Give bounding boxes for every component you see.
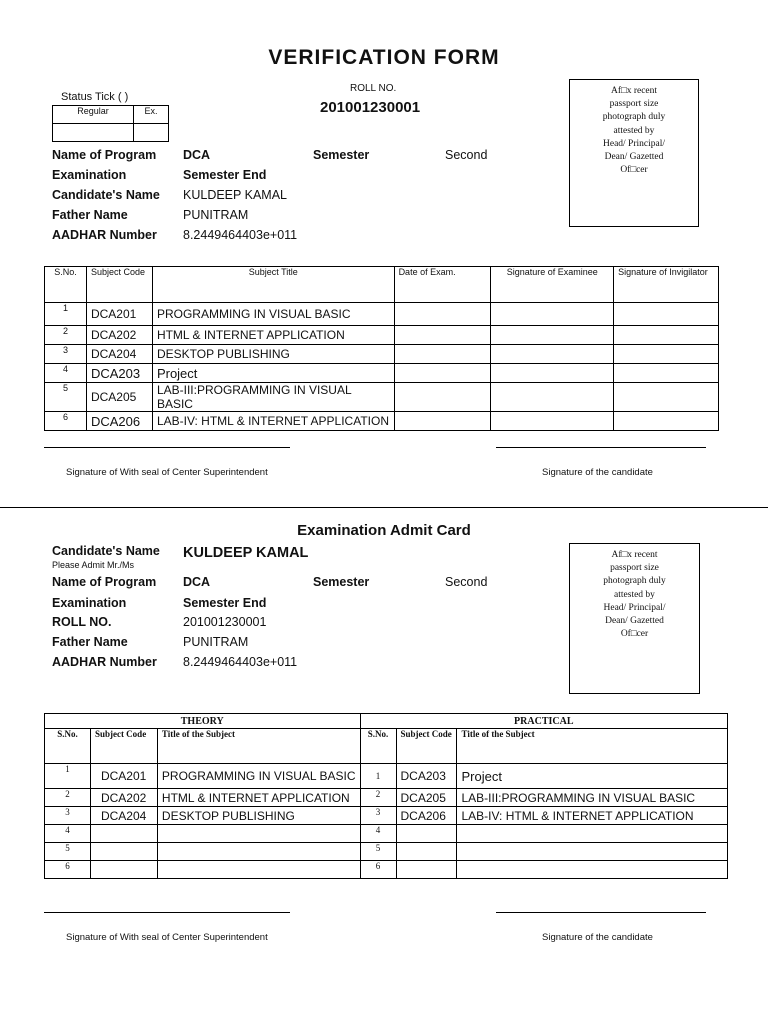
header-subject-code: Subject Code — [86, 267, 152, 303]
table-header-row — [45, 267, 719, 303]
admit-candidate-name: KULDEEP KAMAL — [183, 545, 309, 561]
theory-sno: 5 — [45, 843, 91, 861]
photo-instruction-line: Dean/ Gazetted — [605, 616, 664, 627]
practical-code — [396, 825, 457, 843]
photo-instruction-line: passport size — [609, 99, 659, 110]
table-row — [45, 326, 719, 345]
theory-code — [90, 825, 157, 843]
practical-title: LAB-IV: HTML & INTERNET APPLICATION — [457, 807, 728, 825]
practical-sno: 5 — [360, 843, 396, 861]
table-row — [45, 303, 719, 326]
admit-aadhar-label: AADHAR Number — [52, 655, 157, 669]
practical-header-sno: S.No. — [360, 729, 396, 764]
theory-code: DCA204 — [90, 807, 157, 825]
verification-subject-table — [44, 266, 719, 431]
table-row — [45, 345, 719, 364]
semester-label: Semester — [313, 148, 370, 162]
practical-title — [457, 825, 728, 843]
candidate-name-label: Candidate's Name — [52, 188, 160, 202]
header-signature-invigilator: Signature of Invigilator — [614, 267, 719, 303]
admit-semester-value: Second — [445, 575, 488, 589]
row-date-cell[interactable] — [394, 412, 491, 431]
table-row — [45, 825, 728, 843]
practical-code: DCA205 — [396, 789, 457, 807]
candidate-signature-line[interactable] — [496, 447, 706, 448]
section-divider — [0, 507, 768, 508]
practical-header-title: Title of the Subject — [457, 729, 728, 764]
row-examinee-signature-cell[interactable] — [491, 383, 614, 412]
photo-instruction-line: attested by — [613, 125, 655, 136]
practical-sno: 6 — [360, 861, 396, 879]
program-value: DCA — [183, 148, 211, 162]
verification-title: VERIFICATION FORM — [268, 46, 500, 69]
status-regular-header: Regular — [53, 106, 134, 124]
admit-card-title: Examination Admit Card — [297, 522, 471, 539]
row-invigilator-signature-cell[interactable] — [614, 383, 719, 412]
superintendent-signature-line[interactable] — [44, 447, 290, 448]
header-date-of-exam: Date of Exam. — [394, 267, 491, 303]
table-row — [45, 843, 728, 861]
admit-candidate-label: Candidate's Name — [52, 544, 160, 558]
photo-instruction-line: Head/ Principal/ — [603, 602, 666, 613]
practical-sno: 3 — [360, 807, 396, 825]
theory-title — [157, 843, 360, 861]
row-title: HTML & INTERNET APPLICATION — [152, 326, 394, 345]
row-sno: 3 — [45, 345, 87, 364]
row-invigilator-signature-cell[interactable] — [614, 303, 719, 326]
theory-sno: 1 — [45, 764, 91, 789]
theory-title — [157, 825, 360, 843]
admit-roll-label: ROLL NO. — [52, 615, 112, 629]
aadhar-value: 8.2449464403e+011 — [183, 228, 298, 242]
table-row — [45, 764, 728, 789]
row-sno: 2 — [45, 326, 87, 345]
practical-sno: 1 — [360, 764, 396, 789]
admit-semester-label: Semester — [313, 575, 370, 589]
row-title: PROGRAMMING IN VISUAL BASIC — [152, 303, 394, 326]
row-invigilator-signature-cell[interactable] — [614, 412, 719, 431]
theory-code — [90, 843, 157, 861]
examination-label: Examination — [52, 168, 127, 182]
theory-title: HTML & INTERNET APPLICATION — [157, 789, 360, 807]
row-sno: 5 — [45, 383, 87, 412]
admit-superintendent-signature-line[interactable] — [44, 912, 290, 913]
photo-instruction-line: passport size — [610, 563, 659, 574]
table-row — [45, 364, 719, 383]
row-date-cell[interactable] — [394, 326, 491, 345]
photo-box — [569, 79, 699, 227]
roll-no-value: 201001230001 — [320, 99, 421, 116]
row-invigilator-signature-cell[interactable] — [614, 345, 719, 364]
theory-header-sno: S.No. — [45, 729, 91, 764]
theory-title: DESKTOP PUBLISHING — [157, 807, 360, 825]
row-invigilator-signature-cell[interactable] — [614, 364, 719, 383]
practical-code — [396, 861, 457, 879]
please-admit-text: Please Admit Mr./Ms — [52, 560, 135, 570]
admit-examination-label: Examination — [52, 596, 127, 610]
candidate-name-value: KULDEEP KAMAL — [183, 188, 287, 202]
practical-sno: 4 — [360, 825, 396, 843]
row-code: DCA205 — [86, 383, 152, 412]
table-row — [45, 383, 719, 412]
practical-title — [457, 843, 728, 861]
photo-instruction-line: Of□cer — [620, 165, 648, 176]
row-code: DCA202 — [86, 326, 152, 345]
theory-header: THEORY — [45, 714, 361, 729]
header-subject-title: Subject Title — [152, 267, 394, 303]
admit-program-value: DCA — [183, 575, 211, 589]
examination-value: Semester End — [183, 168, 267, 182]
table-row — [45, 861, 728, 879]
theory-code: DCA201 — [90, 764, 157, 789]
practical-header-code: Subject Code — [396, 729, 457, 764]
header-sno: S.No. — [45, 267, 87, 303]
aadhar-label: AADHAR Number — [52, 228, 157, 242]
status-table — [52, 105, 169, 142]
photo-instruction-line: Of□cer — [620, 629, 649, 640]
row-examinee-signature-cell[interactable] — [491, 412, 614, 431]
practical-code: DCA206 — [396, 807, 457, 825]
semester-value: Second — [445, 148, 488, 162]
status-ex-checkbox[interactable] — [134, 124, 169, 142]
admit-father-label: Father Name — [52, 635, 128, 649]
row-code: DCA206 — [86, 412, 152, 431]
admit-subject-table — [44, 713, 728, 879]
theory-sno: 6 — [45, 861, 91, 879]
row-date-cell[interactable] — [394, 364, 491, 383]
row-date-cell[interactable] — [394, 345, 491, 364]
admit-examination-value: Semester End — [183, 596, 267, 610]
row-examinee-signature-cell[interactable] — [491, 326, 614, 345]
admit-father-value: PUNITRAM — [183, 635, 249, 649]
practical-header: PRACTICAL — [360, 714, 727, 729]
admit-roll-value: 201001230001 — [183, 615, 267, 629]
row-code: DCA203 — [86, 364, 152, 383]
practical-title — [457, 861, 728, 879]
theory-code: DCA202 — [90, 789, 157, 807]
practical-code: DCA203 — [396, 764, 457, 789]
row-code: DCA201 — [86, 303, 152, 326]
admit-program-label: Name of Program — [52, 575, 157, 589]
program-label: Name of Program — [52, 148, 157, 162]
header-signature-examinee: Signature of Examinee — [491, 267, 614, 303]
row-examinee-signature-cell[interactable] — [491, 345, 614, 364]
practical-title: Project — [457, 764, 728, 789]
row-sno: 6 — [45, 412, 87, 431]
table-row — [45, 412, 719, 431]
admit-photo-box — [569, 543, 700, 694]
practical-title: LAB-III:PROGRAMMING IN VISUAL BASIC — [457, 789, 728, 807]
theory-sno: 2 — [45, 789, 91, 807]
practical-sno: 2 — [360, 789, 396, 807]
row-date-cell[interactable] — [394, 383, 491, 412]
photo-instruction-line: attested by — [614, 589, 655, 600]
row-code: DCA204 — [86, 345, 152, 364]
theory-sno: 4 — [45, 825, 91, 843]
row-sno: 1 — [45, 303, 87, 326]
theory-header-code: Subject Code — [90, 729, 157, 764]
admit-superintendent-signature-caption: Signature of With seal of Center Superintendent — [66, 932, 268, 943]
admit-aadhar-value: 8.2449464403e+011 — [183, 655, 298, 669]
row-title: LAB-III:PROGRAMMING IN VISUAL BASIC — [152, 383, 394, 412]
table-header-row — [45, 729, 728, 764]
status-ex-header: Ex. — [134, 106, 169, 124]
row-examinee-signature-cell[interactable] — [491, 303, 614, 326]
theory-header-title: Title of the Subject — [157, 729, 360, 764]
row-title: LAB-IV: HTML & INTERNET APPLICATION — [152, 412, 394, 431]
row-sno: 4 — [45, 364, 87, 383]
photo-instruction-line: Af□x recent — [611, 550, 658, 560]
admit-candidate-signature-line[interactable] — [496, 912, 706, 913]
theory-code — [90, 861, 157, 879]
row-examinee-signature-cell[interactable] — [491, 364, 614, 383]
roll-no-label: ROLL NO. — [350, 83, 397, 94]
father-name-label: Father Name — [52, 208, 128, 222]
table-row — [45, 807, 728, 825]
table-section-header-row — [45, 714, 728, 729]
row-invigilator-signature-cell[interactable] — [614, 326, 719, 345]
status-regular-checkbox[interactable] — [53, 124, 134, 142]
practical-code — [396, 843, 457, 861]
father-name-value: PUNITRAM — [183, 208, 249, 222]
photo-instruction-line: Dean/ Gazetted — [604, 152, 664, 163]
candidate-signature-caption: Signature of the candidate — [542, 467, 653, 478]
photo-instruction-line: photograph duly — [602, 112, 666, 123]
table-row — [45, 789, 728, 807]
admit-candidate-signature-caption: Signature of the candidate — [542, 932, 653, 943]
photo-instruction-line: Af□x recent — [610, 86, 658, 96]
photo-instruction-line: Head/ Principal/ — [603, 138, 665, 149]
theory-sno: 3 — [45, 807, 91, 825]
row-title: Project — [152, 364, 394, 383]
theory-title — [157, 861, 360, 879]
theory-title: PROGRAMMING IN VISUAL BASIC — [157, 764, 360, 789]
status-tick-label: Status Tick ( ) — [61, 91, 129, 103]
row-title: DESKTOP PUBLISHING — [152, 345, 394, 364]
photo-instruction-line: photograph duly — [603, 576, 666, 587]
superintendent-signature-caption: Signature of With seal of Center Superintendent — [66, 467, 268, 478]
row-date-cell[interactable] — [394, 303, 491, 326]
